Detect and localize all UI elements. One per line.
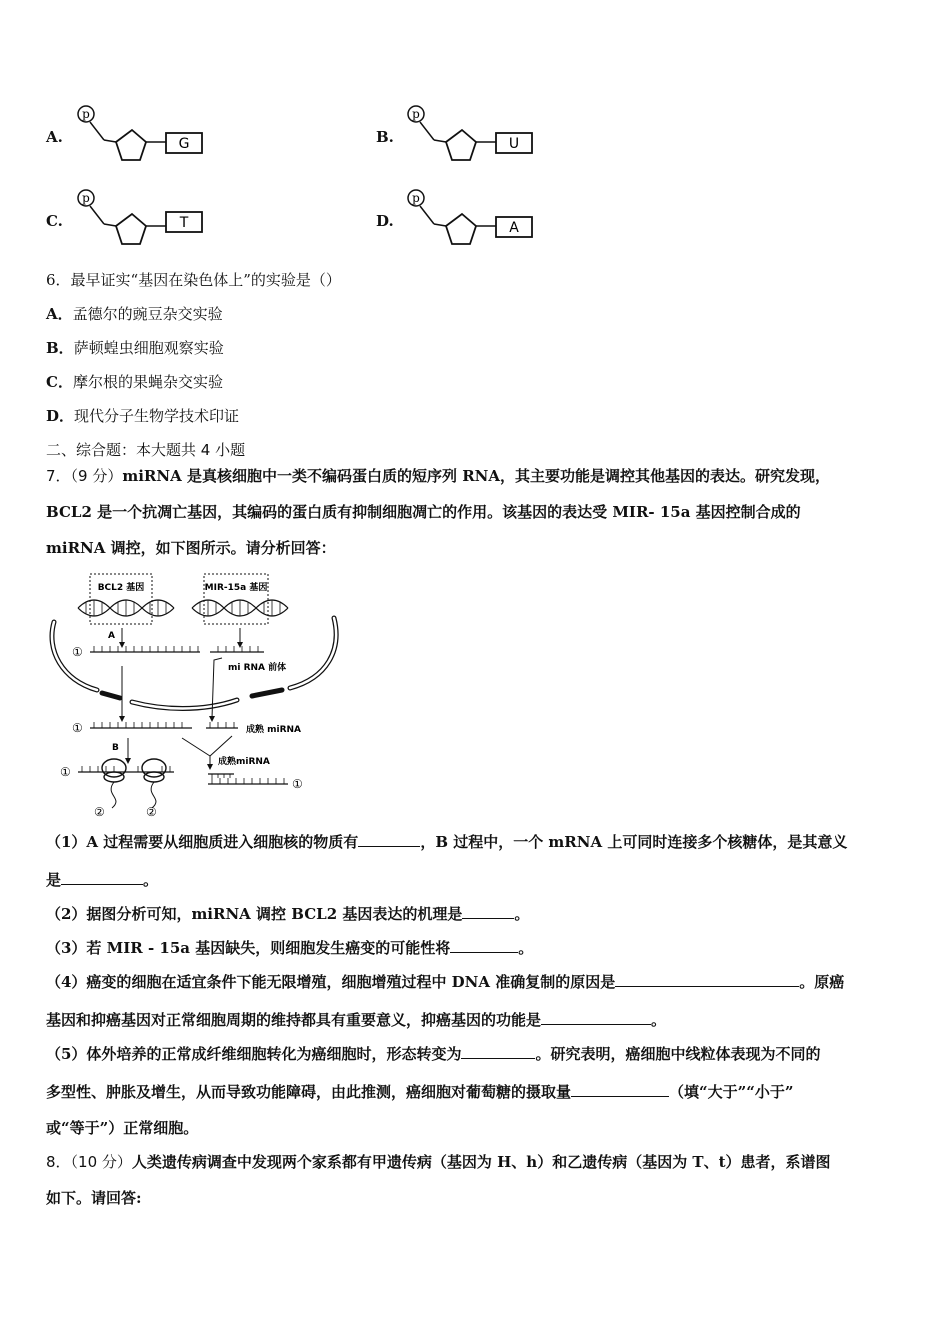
phosphate-label-a: p [82,107,90,121]
mirna-precursor-label: mi RNA 前体 [228,663,287,673]
q8-score: （10 分） [70,1153,132,1171]
q7-sub4-text-c: 基因和抑癌基因对正常细胞周期的维持都具有重要意义，抑癌基因的功能是 [46,1011,542,1029]
q7-line2: BCL2 是一个抗凋亡基因，其编码的蛋白质有抑制细胞凋亡的作用。该基因的表达受 MIR- 15a 基因控制合成的 [46,503,801,521]
circle-1-label-b: ① [72,721,83,735]
q7-sub4-blank-1[interactable] [615,972,799,987]
nucleotide-d-diagram [404,184,574,254]
q7-sub2-line [46,904,529,924]
phosphate-label-c: p [82,191,90,205]
nucleotide-a-diagram [74,100,244,170]
q7-sub5-line3: 或“等于”）正常细胞。 [46,1119,199,1137]
option-b[interactable] [376,100,576,170]
process-b-label: B [112,743,119,753]
q7-sub4-text-b: 。原癌 [799,973,845,991]
q7-sub4-line1 [46,972,844,992]
q7-sub4-blank-2[interactable] [541,1010,651,1025]
phosphate-label-d: p [412,191,420,205]
q7-sub2-period: 。 [514,905,530,923]
q6-stem: 6．最早证实“基因在染色体上”的实验是（） [46,271,341,289]
q7-sub1-text-b: ，B 过程中，一个 mRNA 上可同时连接多个核糖体，是其意义 [420,833,848,851]
q7-sub3-period: 。 [518,939,534,957]
circle-2-label-b: ② [146,805,157,819]
option-c[interactable] [46,184,246,254]
q7-score: （9 分） [70,467,123,485]
option-c-label: C. [46,212,63,230]
base-a: G [178,136,190,152]
q6-option-a-label: A． [46,305,73,323]
q7-sub5-line2 [46,1082,794,1102]
q7-number: 7． [46,467,71,485]
process-a-label: A [108,631,115,641]
phosphate-label-b: p [412,107,420,121]
q7-sub1-line1 [46,832,847,852]
option-d[interactable] [376,184,576,254]
q6-option-d-text: 现代分子生物学技术印证 [74,407,240,425]
q6-option-c[interactable] [46,372,223,392]
q7-sub4-text-a: （4）癌变的细胞在适宜条件下能无限增殖，细胞增殖过程中 DNA 准确复制的原因是 [46,973,616,991]
option-d-label: D. [376,212,394,230]
q6-option-d[interactable] [46,406,239,426]
q7-sub5-text-c: 多型性、肿胀及增生，从而导致功能障碍，由此推测，癌细胞对葡萄糖的摄取量 [46,1083,572,1101]
q7-sub2-text: （2）据图分析可知，miRNA 调控 BCL2 基因表达的机理是 [46,905,463,923]
q7-sub5-text-b: 。研究表明，癌细胞中线粒体表现为不同的 [535,1045,821,1063]
mirna-diagram [42,570,342,820]
q6-option-d-label: D． [46,407,75,425]
circle-1-label-d: ① [292,777,303,791]
q7-sub1-text-a: （1）A 过程需要从细胞质进入细胞核的物质有 [46,833,359,851]
q6-option-c-label: C． [46,373,73,391]
q8-line2: 如下。请回答: [46,1189,142,1207]
base-c: T [179,215,189,231]
gene-mir15a-label: MIR-15a 基因 [204,583,268,593]
q6-option-b-text: 萨顿蝗虫细胞观察实验 [73,339,224,357]
mature-mirna-label-2: 成熟miRNA [218,757,270,767]
q7-sub2-blank[interactable] [462,904,514,919]
q8-number: 8． [46,1153,71,1171]
q6-option-a[interactable] [46,304,223,324]
q6-option-c-text: 摩尔根的果蝇杂交实验 [72,373,223,391]
q7-sub4-line2 [46,1010,666,1030]
q7-sub4-period: 。 [651,1011,667,1029]
q7-line1 [46,466,830,486]
q6-option-b-label: B． [46,339,74,357]
circle-1-label-a: ① [72,645,83,659]
nucleotide-c-diagram [74,184,244,254]
section-heading: 二、综合题：本大题共 4 小题 [46,441,246,459]
q6-option-a-text: 孟德尔的豌豆杂交实验 [72,305,223,323]
q8-line1 [46,1152,831,1172]
q7-sub3-text: （3）若 MIR - 15a 基因缺失，则细胞发生癌变的可能性将 [46,939,451,957]
nucleotide-b-diagram [404,100,574,170]
q7-sub5-line1 [46,1044,820,1064]
q6-option-b[interactable] [46,338,224,358]
base-b: U [508,136,520,152]
q7-sub5-blank-2[interactable] [571,1082,669,1097]
q8-text-1: 人类遗传病调查中发现两个家系都有甲遗传病（基因为 H、h）和乙遗传病（基因为 T、t）患者，系谱图 [131,1153,831,1171]
q7-sub1-blank-1[interactable] [358,832,420,847]
q7-sub1-blank-2[interactable] [61,870,143,885]
option-a[interactable] [46,100,246,170]
q7-sub1-line2 [46,870,158,890]
q7-sub5-text-a: （5）体外培养的正常成纤维细胞转化为癌细胞时，形态转变为 [46,1045,462,1063]
q7-sub3-line [46,938,533,958]
q7-sub1-text-c: 是 [46,871,62,889]
circle-2-label-a: ② [94,805,105,819]
base-d: A [509,220,519,236]
q7-line3: miRNA 调控，如下图所示。请分析回答： [46,539,336,557]
gene-bcl2-label: BCL2 基因 [97,583,145,593]
option-b-label: B. [376,128,394,146]
mature-mirna-label-1: 成熟 miRNA [246,725,302,735]
q7-sub3-blank[interactable] [450,938,518,953]
option-a-label: A. [46,128,63,146]
q7-text-1: miRNA 是真核细胞中一类不编码蛋白质的短序列 RNA，其主要功能是调控其他基因的表达。研究发现， [122,467,831,485]
q7-sub5-blank-1[interactable] [461,1044,535,1059]
circle-1-label-c: ① [60,765,71,779]
q7-sub5-text-d: （填“大于”“小于” [669,1083,794,1101]
q7-sub1-period: 。 [143,871,159,889]
